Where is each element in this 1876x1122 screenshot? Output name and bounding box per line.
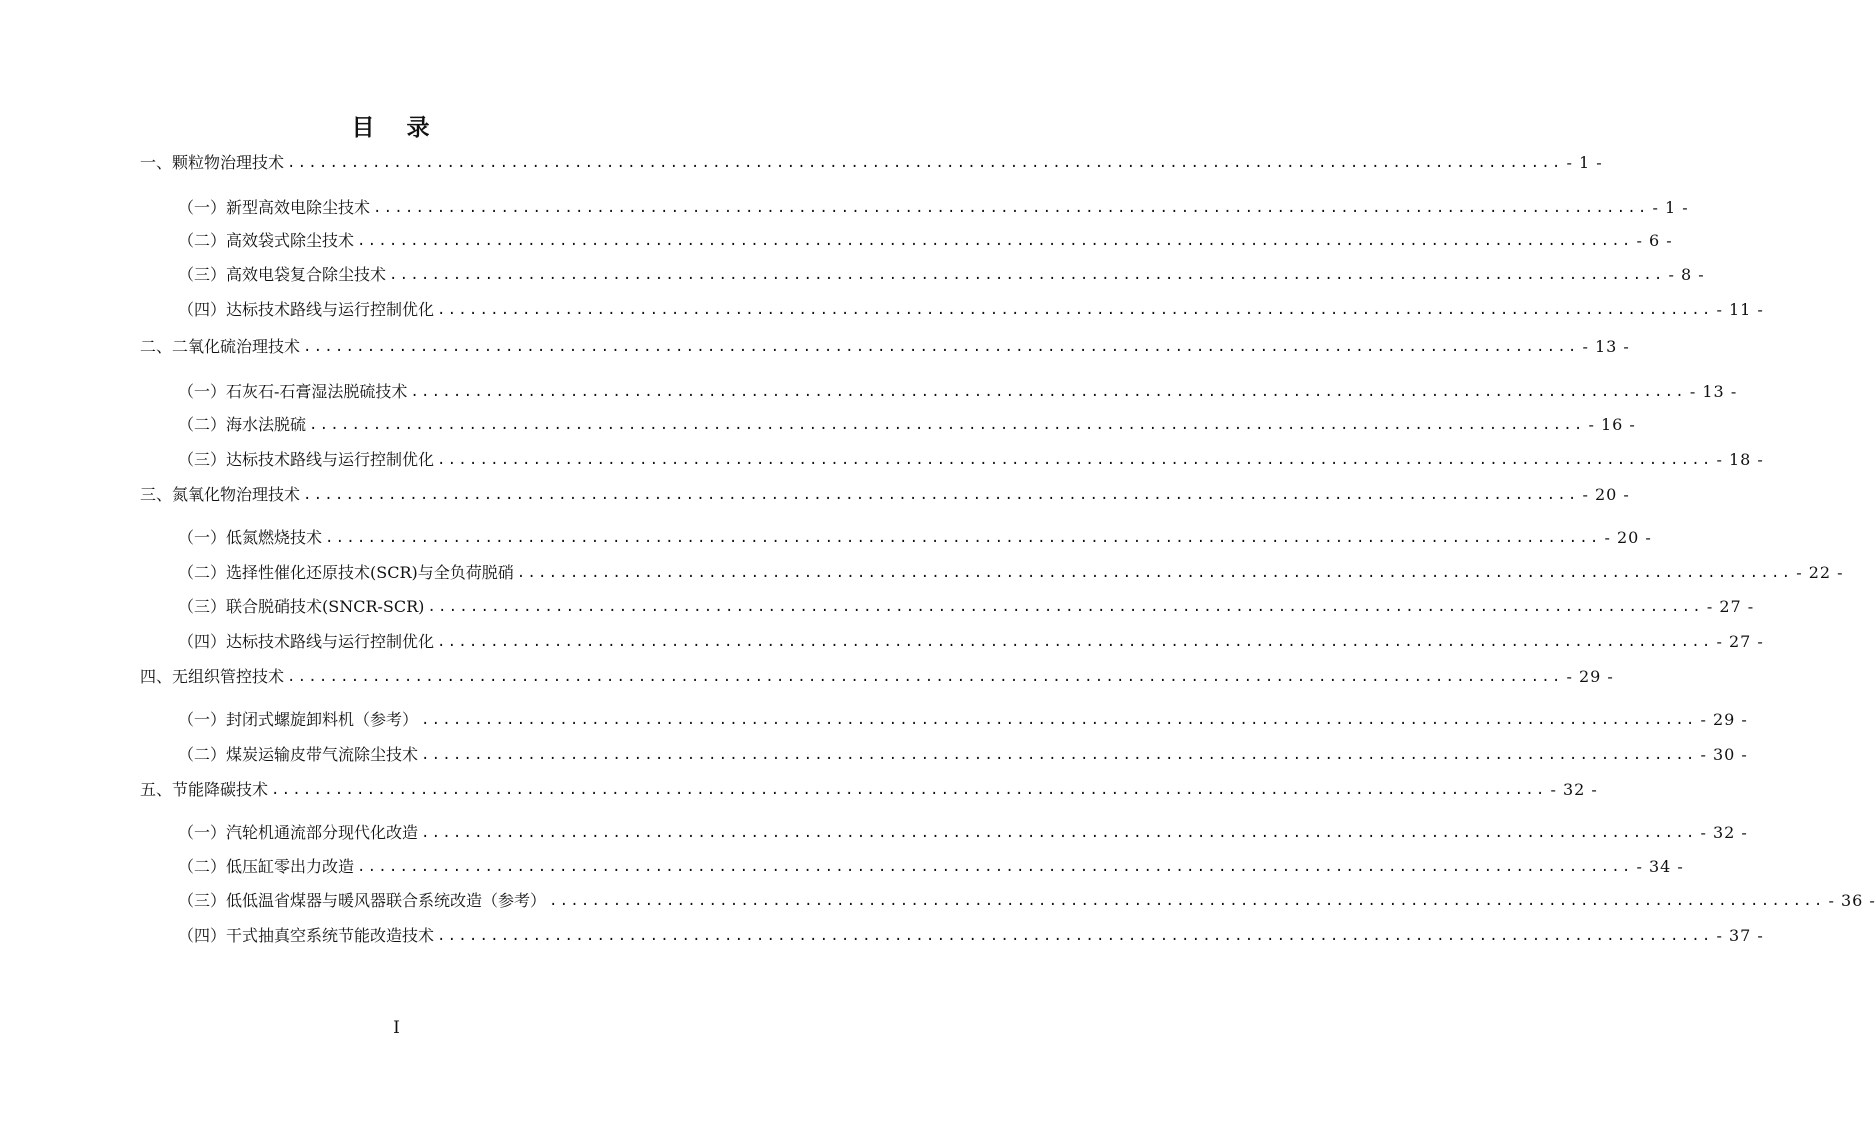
dot-leader: ........................................................................................................................: [437, 634, 1713, 650]
toc-section-entry[interactable]: [0, 594, 1755, 620]
toc-page-number: - 27 -: [1706, 597, 1755, 616]
toc-page-number: - 18 -: [1716, 450, 1764, 469]
toc-section-entry[interactable]: [0, 228, 1673, 254]
toc-entry-text: （三）低低温省煤器与暖风器联合系统改造（参考）: [178, 891, 547, 910]
toc-entry-text: （四）达标技术路线与运行控制优化: [178, 632, 435, 651]
toc-entry-line: [178, 262, 1705, 288]
toc-entry-line: [178, 447, 1764, 473]
toc-entry-text: 四、无组织管控技术: [140, 667, 285, 686]
toc-page-number: - 8 -: [1668, 265, 1705, 284]
toc-page-number: - 22 -: [1796, 563, 1844, 582]
toc-entry-text: （二）选择性催化还原技术(SCR)与全负荷脱硝: [178, 563, 514, 582]
dot-leader: ........................................................................................................................: [410, 384, 1686, 400]
toc-entry-line: [140, 664, 1614, 690]
toc-page-number: - 1 -: [1566, 153, 1603, 172]
toc-section-entry[interactable]: [0, 854, 1684, 880]
toc-page-number: - 6 -: [1636, 231, 1673, 250]
toc-chapter-entry[interactable]: [0, 664, 1614, 690]
toc-entry-line: [178, 742, 1748, 768]
toc-page-number: - 29 -: [1700, 710, 1748, 729]
toc-page-number: - 11 -: [1716, 300, 1764, 319]
toc-page-number: - 29 -: [1566, 667, 1614, 686]
toc-entry-text: （三）联合脱硝技术(SNCR-SCR): [178, 597, 425, 616]
toc-entry-line: [178, 923, 1764, 949]
toc-section-entry[interactable]: [0, 297, 1764, 323]
dot-leader: ........................................................................................................................: [516, 565, 1793, 581]
dot-leader: ........................................................................................................................: [309, 417, 1585, 433]
toc-section-entry[interactable]: [0, 742, 1748, 768]
toc-entry-text: （二）海水法脱硫: [178, 415, 307, 434]
toc-entry-line: [178, 854, 1684, 880]
dot-leader: ........................................................................................................................: [357, 859, 1633, 875]
toc-entry-text: （一）新型高效电除尘技术: [178, 198, 371, 217]
toc-page-number: - 13 -: [1582, 337, 1630, 356]
dot-leader: ........................................................................................................................: [287, 155, 1563, 171]
dot-leader: ........................................................................................................................: [357, 233, 1633, 249]
toc-entry-text: （一）石灰石-石膏湿法脱硫技术: [178, 382, 408, 401]
toc-entry-line: [178, 888, 1876, 914]
toc-entry-text: （一）封闭式螺旋卸料机（参考）: [178, 710, 419, 729]
toc-entry-text: 五、节能降碳技术: [140, 780, 269, 799]
dot-leader: ........................................................................................................................: [421, 825, 1697, 841]
dot-leader: ........................................................................................................................: [373, 200, 1649, 216]
toc-section-entry[interactable]: [0, 379, 1738, 405]
dot-leader: ........................................................................................................................: [437, 928, 1713, 944]
toc-entry-text: （二）煤炭运输皮带气流除尘技术: [178, 745, 419, 764]
dot-leader: ........................................................................................................................: [437, 302, 1713, 318]
toc-section-entry[interactable]: [0, 195, 1689, 221]
toc-title: 目 录: [351, 115, 442, 141]
toc-entry-text: （三）达标技术路线与运行控制优化: [178, 450, 435, 469]
dot-leader: ........................................................................................................................: [549, 893, 1825, 909]
toc-page-number: - 1 -: [1652, 198, 1689, 217]
toc-entry-text: （四）达标技术路线与运行控制优化: [178, 300, 435, 319]
toc-entry-line: [178, 707, 1748, 733]
toc-section-entry[interactable]: [0, 560, 1844, 586]
toc-chapter-entry[interactable]: [0, 334, 1630, 360]
toc-chapter-entry[interactable]: [0, 482, 1630, 508]
dot-leader: ........................................................................................................................: [287, 669, 1563, 685]
toc-entry-text: （一）低氮燃烧技术: [178, 528, 323, 547]
toc-entry-text: 二、二氧化硫治理技术: [140, 337, 301, 356]
toc-entry-line: [178, 228, 1673, 254]
toc-entry-line: [178, 560, 1844, 586]
dot-leader: ........................................................................................................................: [303, 487, 1579, 503]
toc-page-number: - 16 -: [1588, 415, 1636, 434]
toc-entry-text: 三、氮氧化物治理技术: [140, 485, 301, 504]
toc-entry-text: 一、颗粒物治理技术: [140, 153, 285, 172]
toc-page-number: - 37 -: [1716, 926, 1764, 945]
toc-section-entry[interactable]: [0, 447, 1764, 473]
dot-leader: ........................................................................................................................: [389, 267, 1665, 283]
dot-leader: ........................................................................................................................: [437, 452, 1713, 468]
toc-entry-text: （二）高效袋式除尘技术: [178, 231, 355, 250]
toc-page-number: - 27 -: [1716, 632, 1764, 651]
toc-entry-text: （一）汽轮机通流部分现代化改造: [178, 823, 419, 842]
toc-section-entry[interactable]: [0, 525, 1652, 551]
toc-entry-text: （二）低压缸零出力改造: [178, 857, 355, 876]
toc-section-entry[interactable]: [0, 707, 1748, 733]
toc-entry-line: [140, 777, 1598, 803]
toc-section-entry[interactable]: [0, 923, 1764, 949]
toc-entry-line: [178, 297, 1764, 323]
toc-section-entry[interactable]: [0, 629, 1764, 655]
toc-page-number: - 36 -: [1828, 891, 1876, 910]
page-number: I: [393, 1018, 400, 1038]
toc-section-entry[interactable]: [0, 412, 1636, 438]
toc-entry-line: [178, 379, 1738, 405]
dot-leader: ........................................................................................................................: [427, 599, 1703, 615]
toc-entry-line: [140, 150, 1603, 176]
toc-page-number: - 13 -: [1689, 382, 1738, 401]
toc-section-entry[interactable]: [0, 820, 1748, 846]
toc-section-entry[interactable]: [0, 888, 1876, 914]
dot-leader: ........................................................................................................................: [421, 712, 1697, 728]
toc-entry-line: [178, 195, 1689, 221]
toc-page-number: - 32 -: [1700, 823, 1748, 842]
toc-entry-line: [178, 629, 1764, 655]
dot-leader: ........................................................................................................................: [325, 530, 1601, 546]
toc-page-number: - 34 -: [1636, 857, 1684, 876]
toc-chapter-entry[interactable]: [0, 150, 1603, 176]
toc-entry-text: （三）高效电袋复合除尘技术: [178, 265, 387, 284]
toc-page-number: - 20 -: [1604, 528, 1652, 547]
toc-page-number: - 30 -: [1700, 745, 1748, 764]
dot-leader: ........................................................................................................................: [303, 339, 1579, 355]
toc-entry-text: （四）干式抽真空系统节能改造技术: [178, 926, 435, 945]
toc-page-number: - 20 -: [1582, 485, 1630, 504]
toc-entry-line: [178, 594, 1755, 620]
toc-entry-line: [140, 334, 1630, 360]
toc-entry-line: [140, 482, 1630, 508]
dot-leader: ........................................................................................................................: [421, 747, 1697, 763]
toc-chapter-entry[interactable]: [0, 777, 1598, 803]
toc-entry-line: [178, 412, 1636, 438]
toc-page-number: - 32 -: [1550, 780, 1598, 799]
toc-entry-line: [178, 525, 1652, 551]
toc-section-entry[interactable]: [0, 262, 1705, 288]
dot-leader: ........................................................................................................................: [271, 782, 1547, 798]
toc-entry-line: [178, 820, 1748, 846]
